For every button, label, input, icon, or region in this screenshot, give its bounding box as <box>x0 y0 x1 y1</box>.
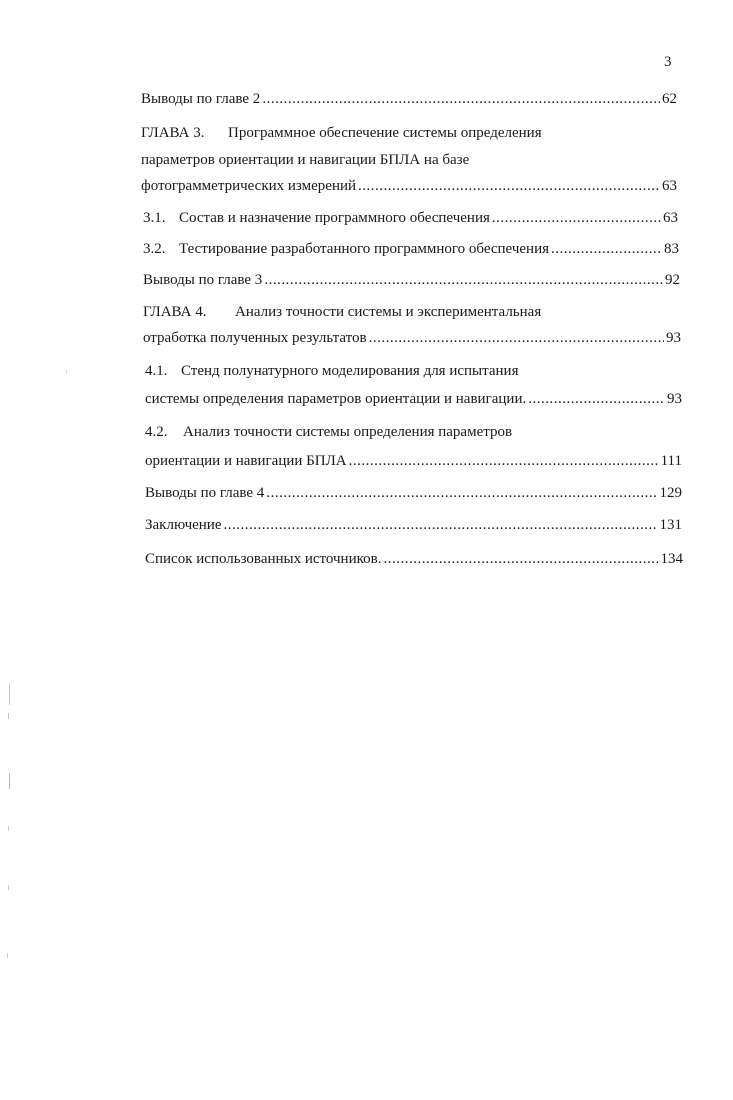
toc-section-4-1-heading[interactable] <box>145 362 518 380</box>
toc-page-number: 63 <box>662 178 677 194</box>
toc-entry-label: Заключение <box>145 517 222 533</box>
toc-leader <box>224 516 658 534</box>
toc-entry-section-4-2[interactable] <box>145 452 682 470</box>
toc-page-number: 93 <box>666 330 681 346</box>
toc-page-number: 83 <box>664 241 679 257</box>
toc-leader <box>264 271 663 289</box>
toc-chapter-number: ГЛАВА 4. <box>143 304 207 320</box>
scan-artifact <box>66 370 67 373</box>
toc-entry-chapter4[interactable] <box>143 329 681 347</box>
toc-page-number: 129 <box>659 485 682 501</box>
toc-entry-label: Выводы по главе 3 <box>143 272 263 288</box>
toc-chapter3-heading[interactable] <box>141 124 542 142</box>
toc-entry-conclusions-ch2[interactable] <box>141 90 677 108</box>
toc-page-number: 93 <box>667 391 682 407</box>
scan-artifact <box>8 885 9 890</box>
toc-entry-label: Список использованных источников. <box>145 551 382 567</box>
toc-page-number: 134 <box>660 551 683 567</box>
scan-artifact <box>8 713 9 719</box>
toc-page-number: 63 <box>663 210 678 226</box>
toc-leader <box>349 452 659 470</box>
toc-section-4-2-heading[interactable] <box>145 423 512 441</box>
toc-entry-section-3-1[interactable] <box>143 209 678 227</box>
toc-entry-conclusions-ch4[interactable] <box>145 484 682 502</box>
toc-page-number: 111 <box>660 453 682 469</box>
toc-leader <box>369 329 664 347</box>
toc-chapter4-heading[interactable] <box>143 303 541 321</box>
toc-section-number: 3.1. <box>143 210 166 226</box>
toc-leader <box>492 209 661 227</box>
toc-entry-label: системы определения параметров ориентации и навигации. <box>145 391 527 407</box>
toc-entry-label: отработка полученных результатов <box>143 330 367 346</box>
scan-artifact <box>9 683 10 705</box>
toc-chapter3-title-cont <box>141 151 469 169</box>
toc-page-number: 92 <box>665 272 680 288</box>
toc-chapter-number: ГЛАВА 3. <box>141 125 205 141</box>
toc-entry-label: Тестирование разработанного программного обеспечения <box>179 241 549 257</box>
toc-leader <box>528 390 665 408</box>
toc-leader <box>358 177 660 195</box>
scan-artifact <box>8 826 9 831</box>
toc-leader <box>551 240 662 258</box>
toc-chapter-title: Анализ точности системы и экспериментальная <box>235 304 542 320</box>
toc-entry-label: Стенд полунатурного моделирования для испытания <box>181 363 519 379</box>
toc-entry-label: Выводы по главе 4 <box>145 485 265 501</box>
toc-entry-label: Анализ точности системы определения параметров <box>183 424 513 440</box>
toc-entry-references[interactable] <box>145 550 683 568</box>
toc-leader <box>266 484 657 502</box>
toc-page-number: 131 <box>659 517 682 533</box>
toc-entry-label: фотограмметрических измерений <box>141 178 357 194</box>
scan-artifact <box>9 773 10 789</box>
toc-entry-label: ориентации и навигации БПЛА <box>145 453 347 469</box>
toc-chapter-title: параметров ориентации и навигации БПЛА на базе <box>141 152 470 168</box>
toc-entry-section-3-2[interactable] <box>143 240 679 258</box>
toc-entry-conclusions-ch3[interactable] <box>143 271 680 289</box>
toc-section-number: 3.2. <box>143 241 166 257</box>
toc-page-number: 62 <box>662 91 677 107</box>
scan-artifact <box>7 953 8 958</box>
toc-section-number: 4.1. <box>145 363 168 379</box>
toc-entry-chapter3[interactable] <box>141 177 677 195</box>
toc-entry-label: Выводы по главе 2 <box>141 91 261 107</box>
toc-section-number: 4.2. <box>145 424 168 440</box>
toc-entry-section-4-1[interactable] <box>145 390 682 408</box>
page-number: 3 <box>664 54 672 70</box>
toc-chapter-title: Программное обеспечение системы определения <box>228 125 542 141</box>
toc-leader <box>383 550 658 568</box>
toc-entry-conclusion[interactable] <box>145 516 682 534</box>
toc-leader <box>262 90 660 108</box>
toc-entry-label: Состав и назначение программного обеспечения <box>179 210 490 226</box>
